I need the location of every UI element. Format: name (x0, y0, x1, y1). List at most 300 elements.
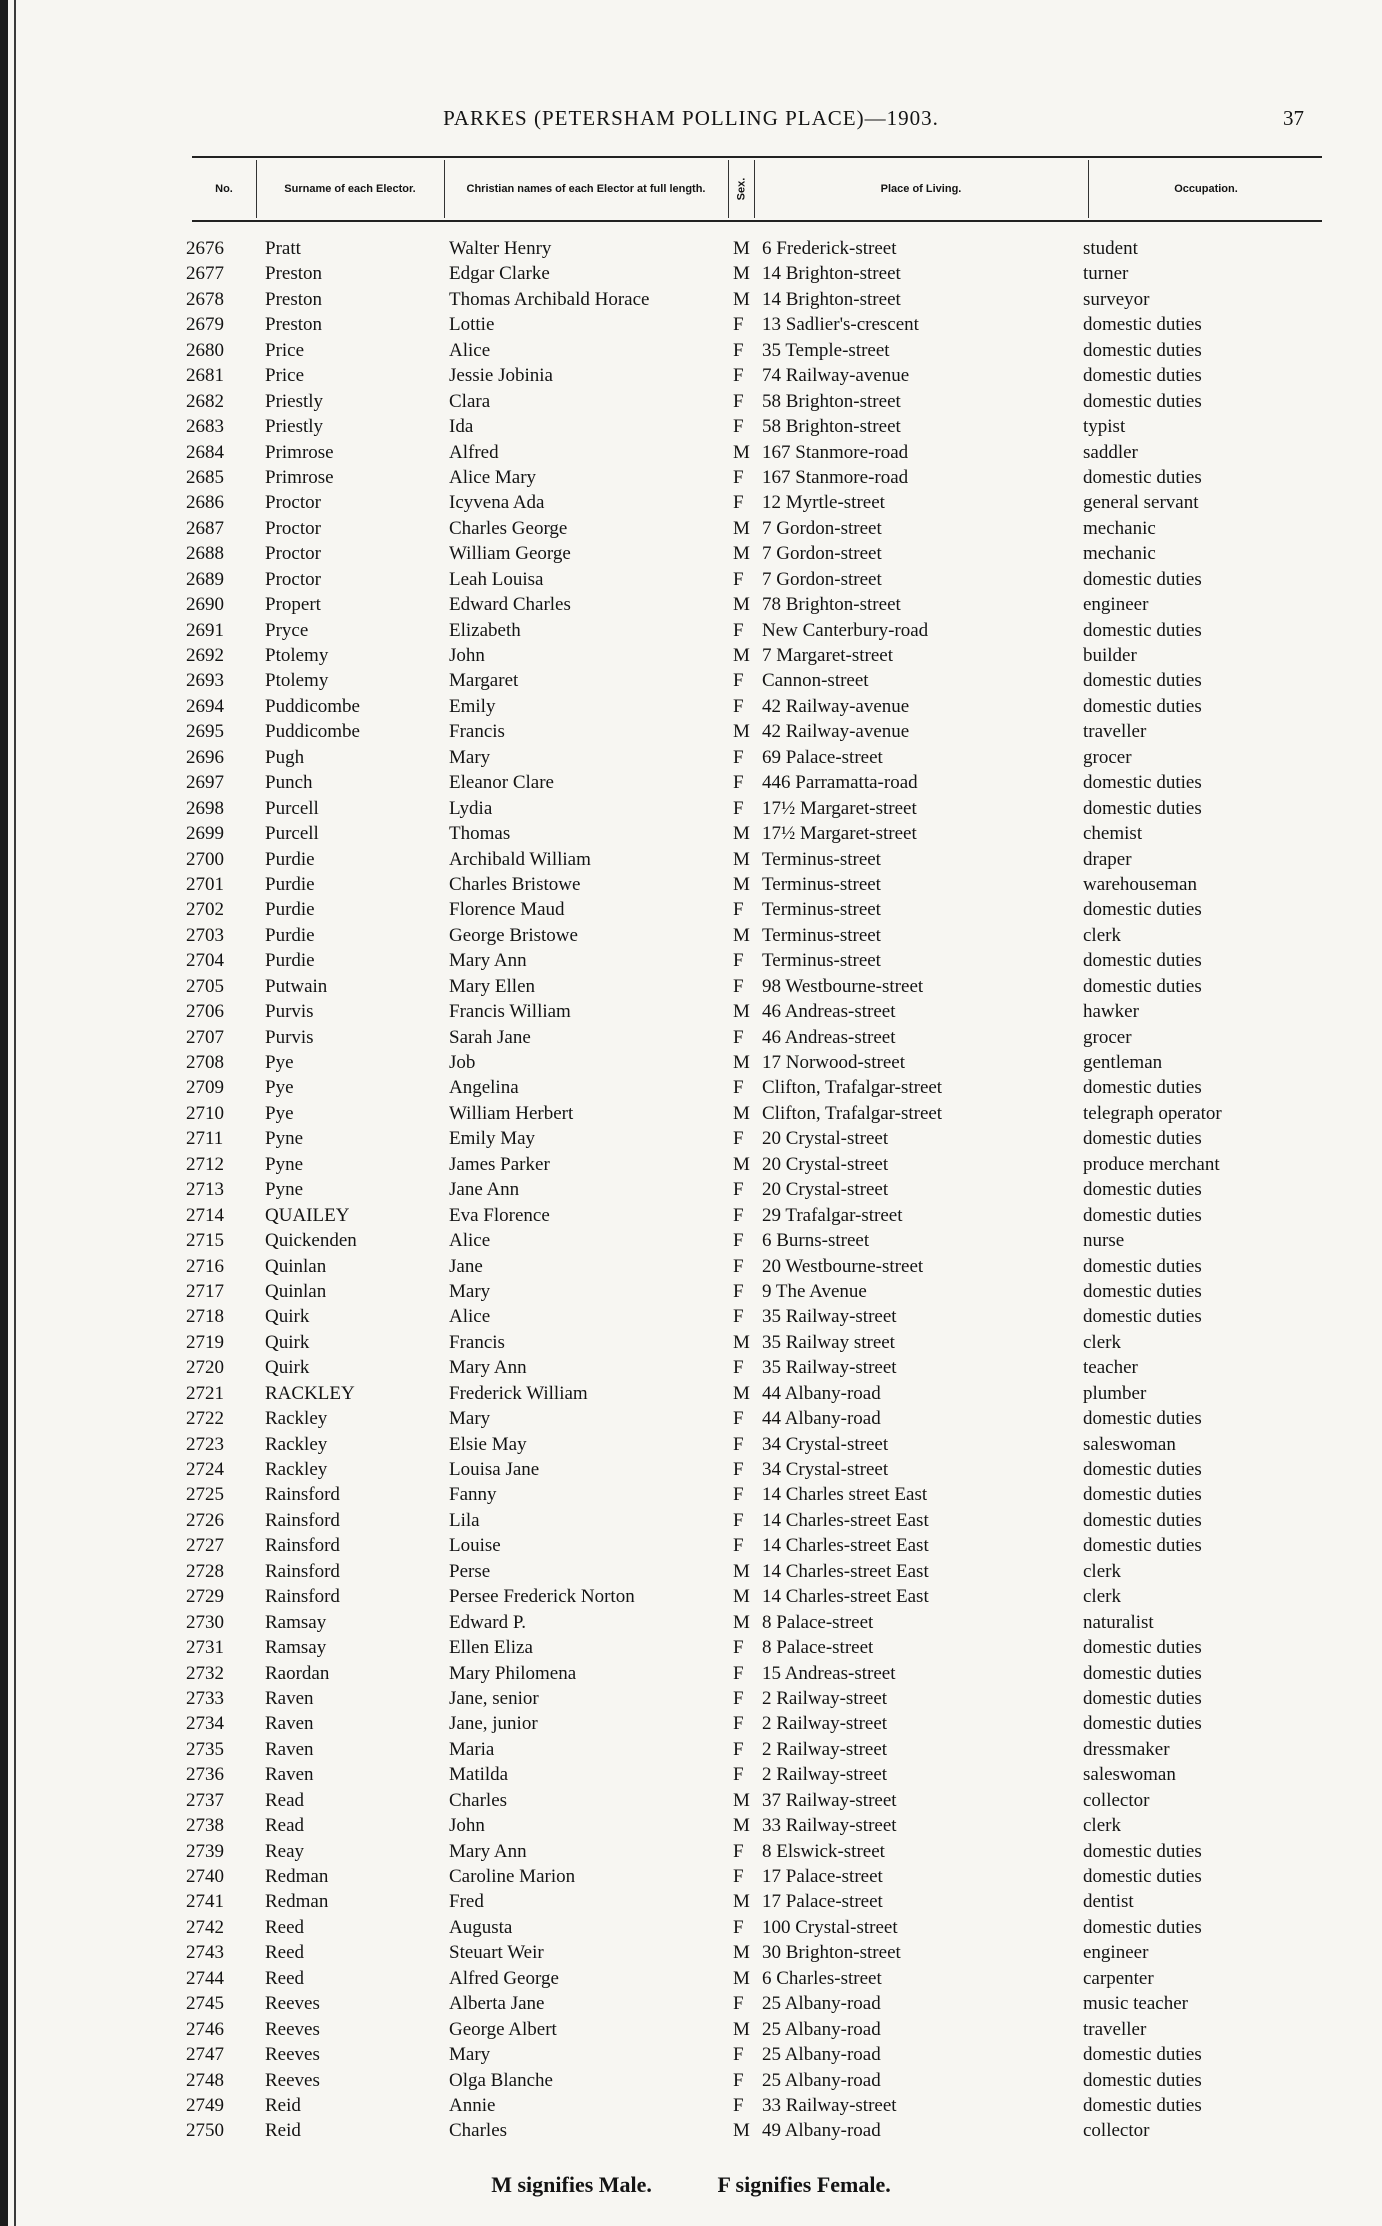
sex: F (733, 466, 744, 488)
christian-names: Sarah Jane (449, 1026, 531, 1048)
table-row (0, 1940, 1382, 1965)
occupation: domestic duties (1083, 2044, 1202, 2066)
sex: M (733, 1815, 750, 1837)
christian-names: Charles (449, 1789, 508, 1811)
place-of-living: 167 Stanmore-road (762, 441, 909, 463)
table-row (0, 1864, 1382, 1889)
elector-number: 2710 (186, 1102, 224, 1124)
elector-number: 2731 (186, 1637, 224, 1659)
sex: M (733, 1153, 750, 1175)
sex: M (733, 238, 750, 259)
table-row (0, 668, 1382, 693)
occupation: engineer (1083, 1942, 1149, 1964)
elector-number: 2681 (186, 365, 224, 387)
elector-number: 2716 (186, 1255, 224, 1277)
table-row (0, 414, 1382, 439)
elector-number: 2692 (186, 645, 224, 666)
christian-names: Mary (449, 1408, 491, 1430)
christian-names: Thomas (449, 823, 511, 845)
elector-number: 2742 (186, 1916, 224, 1938)
christian-names: Mary (449, 1280, 491, 1302)
sex: F (733, 1916, 744, 1938)
occupation: nurse (1083, 1230, 1125, 1252)
occupation: domestic duties (1083, 1408, 1202, 1430)
surname: Preston (265, 314, 322, 336)
sex: F (733, 1230, 744, 1252)
christian-names: Francis (449, 1331, 505, 1353)
place-of-living: 14 Charles-street East (762, 1509, 929, 1531)
place-of-living: 17 Norwood-street (762, 1052, 905, 1073)
table-row (0, 897, 1382, 922)
sex: M (733, 1560, 750, 1582)
occupation: domestic duties (1083, 1255, 1202, 1277)
surname: Quinlan (265, 1280, 327, 1302)
occupation: music teacher (1083, 1993, 1188, 2015)
occupation: collector (1083, 2120, 1150, 2142)
surname: Reid (265, 2120, 301, 2142)
christian-names: Steuart Weir (449, 1942, 544, 1964)
surname: Reeves (265, 2069, 320, 2091)
christian-names: Caroline Marion (449, 1866, 576, 1887)
table-row (0, 948, 1382, 973)
place-of-living: 14 Charles-street East (762, 1586, 929, 1608)
sex: F (733, 1026, 744, 1048)
place-of-living: 2 Railway-street (762, 1738, 888, 1760)
christian-names: Charles (449, 2120, 508, 2142)
place-of-living: 58 Brighton-street (762, 416, 901, 438)
place-of-living: 14 Charles-street East (762, 1535, 929, 1557)
surname: Rackley (265, 1408, 328, 1430)
christian-names: Ida (449, 416, 474, 438)
table-row (0, 1559, 1382, 1584)
surname: Quirk (265, 1306, 310, 1328)
elector-number: 2703 (186, 924, 224, 946)
elector-number: 2726 (186, 1509, 224, 1531)
sex: F (733, 1637, 744, 1659)
surname: Quirk (265, 1331, 310, 1353)
occupation: mechanic (1083, 517, 1156, 539)
place-of-living: 25 Albany-road (762, 2069, 881, 2091)
surname: Raven (265, 1738, 314, 1760)
header-bottom-rule (192, 220, 1322, 222)
column-divider (754, 160, 755, 218)
christian-names: John (449, 1815, 485, 1837)
elector-number: 2728 (186, 1560, 224, 1582)
place-of-living: 34 Crystal-street (762, 1459, 889, 1480)
surname: Quickenden (265, 1230, 357, 1252)
surname: Putwain (265, 975, 328, 997)
sex: M (733, 1331, 750, 1353)
christian-names: Persee Frederick Norton (449, 1586, 635, 1608)
column-divider (1088, 160, 1089, 218)
table-row (0, 1203, 1382, 1228)
surname: Purdie (265, 924, 315, 946)
occupation: domestic duties (1083, 1204, 1202, 1226)
place-of-living: Terminus-street (762, 924, 881, 946)
occupation: surveyor (1083, 288, 1150, 310)
sex: F (733, 1408, 744, 1430)
christian-names: Jane Ann (449, 1179, 520, 1201)
header-top-rule (192, 156, 1322, 158)
christian-names: William George (449, 543, 571, 565)
elector-number: 2696 (186, 746, 224, 768)
occupation: domestic duties (1083, 975, 1202, 997)
table-row (0, 1075, 1382, 1100)
table-row (0, 1584, 1382, 1609)
occupation: domestic duties (1083, 1179, 1202, 1201)
column-header-surname: Surname of each Elector. (284, 183, 416, 195)
place-of-living: 2 Railway-street (762, 1764, 888, 1786)
elector-number: 2699 (186, 823, 224, 845)
surname: Redman (265, 1866, 329, 1887)
sex: F (733, 1840, 744, 1862)
page-number: 37 (1283, 106, 1304, 130)
christian-names: Edward P. (449, 1611, 527, 1633)
sex: M (733, 517, 750, 539)
christian-names: Louise (449, 1535, 501, 1557)
place-of-living: 14 Charles street East (762, 1484, 928, 1506)
table-row (0, 1126, 1382, 1151)
column-header-sex-label: Sex. (734, 177, 747, 201)
elector-number: 2741 (186, 1891, 224, 1913)
elector-number: 2690 (186, 594, 224, 616)
place-of-living: 25 Albany-road (762, 2018, 881, 2040)
christian-names: Alice (449, 1306, 491, 1328)
occupation: clerk (1083, 924, 1121, 946)
surname: Pugh (265, 746, 305, 768)
elector-number: 2744 (186, 1967, 224, 1989)
christian-names: Jane (449, 1255, 483, 1277)
table-row (0, 1762, 1382, 1787)
elector-number: 2698 (186, 797, 224, 819)
elector-number: 2713 (186, 1179, 224, 1201)
table-row (0, 1177, 1382, 1202)
elector-number: 2736 (186, 1764, 224, 1786)
occupation: produce merchant (1083, 1153, 1220, 1175)
occupation: domestic duties (1083, 695, 1202, 717)
christian-names: Jane, senior (449, 1687, 539, 1709)
occupation: traveller (1083, 2018, 1147, 2040)
table-row (0, 1152, 1382, 1177)
elector-number: 2727 (186, 1535, 224, 1557)
table-row (0, 338, 1382, 363)
place-of-living: 49 Albany-road (762, 2120, 881, 2142)
surname: Rainsford (265, 1560, 340, 1582)
elector-number: 2683 (186, 416, 224, 438)
christian-names: Matilda (449, 1764, 509, 1786)
christian-names: Jessie Jobinia (449, 365, 553, 387)
surname: Raven (265, 1687, 314, 1709)
occupation: dentist (1083, 1891, 1134, 1913)
elector-number: 2688 (186, 543, 224, 565)
table-row (0, 1457, 1382, 1482)
christian-names: Charles Bristowe (449, 873, 581, 895)
surname: Rainsford (265, 1586, 340, 1608)
page-title: PARKES (PETERSHAM POLLING PLACE)—1903. (443, 106, 939, 130)
place-of-living: 78 Brighton-street (762, 594, 901, 616)
sex: M (733, 441, 750, 463)
sex: F (733, 772, 744, 794)
surname: Pryce (265, 619, 309, 641)
surname: Raordan (265, 1662, 330, 1684)
sex: F (733, 2044, 744, 2066)
place-of-living: 167 Stanmore-road (762, 466, 909, 488)
christian-names: Francis William (449, 1001, 571, 1023)
occupation: domestic duties (1083, 1535, 1202, 1557)
sex: F (733, 619, 744, 641)
surname: Proctor (265, 568, 321, 590)
place-of-living: 25 Albany-road (762, 1993, 881, 2015)
table-row (0, 1686, 1382, 1711)
table-row (0, 1839, 1382, 1864)
christian-names: Eleanor Clare (449, 772, 554, 794)
sex: F (733, 2094, 744, 2116)
christian-names: Mary (449, 2044, 491, 2066)
elector-number: 2714 (186, 1204, 224, 1226)
sex: M (733, 2018, 750, 2040)
elector-number: 2748 (186, 2069, 224, 2091)
elector-number: 2746 (186, 2018, 224, 2040)
elector-number: 2721 (186, 1382, 224, 1404)
occupation: teacher (1083, 1357, 1138, 1379)
place-of-living: 6 Charles-street (762, 1967, 882, 1989)
occupation: domestic duties (1083, 619, 1202, 641)
elector-number: 2705 (186, 975, 224, 997)
elector-number: 2737 (186, 1789, 224, 1811)
column-header-place: Place of Living. (880, 183, 962, 195)
sex: M (733, 1789, 750, 1811)
occupation: domestic duties (1083, 1713, 1202, 1735)
place-of-living: Terminus-street (762, 950, 881, 972)
place-of-living: 42 Railway-avenue (762, 721, 910, 743)
elector-number: 2695 (186, 721, 224, 743)
column-divider (444, 160, 445, 218)
christian-names: Clara (449, 390, 491, 412)
christian-names: William Herbert (449, 1102, 574, 1124)
place-of-living: 14 Brighton-street (762, 263, 901, 285)
christian-names: Eva Florence (449, 1204, 550, 1226)
place-of-living: Clifton, Trafalgar-street (762, 1102, 943, 1124)
christian-names: Alfred (449, 441, 499, 463)
surname: Read (265, 1815, 305, 1837)
christian-names: Icyvena Ada (449, 492, 545, 514)
sex: F (733, 339, 744, 361)
elector-number: 2738 (186, 1815, 224, 1837)
occupation: warehouseman (1083, 873, 1197, 895)
occupation: carpenter (1083, 1967, 1154, 1989)
occupation: saddler (1083, 441, 1138, 463)
elector-number: 2750 (186, 2120, 224, 2142)
place-of-living: 8 Palace-street (762, 1637, 874, 1659)
place-of-living: 446 Parramatta-road (762, 772, 918, 794)
table-row (0, 999, 1382, 1024)
place-of-living: 29 Trafalgar-street (762, 1204, 903, 1226)
elector-number: 2740 (186, 1866, 224, 1887)
place-of-living: 69 Palace-street (762, 746, 883, 768)
elector-number: 2747 (186, 2044, 224, 2066)
surname: Reeves (265, 1993, 320, 2015)
elector-number: 2720 (186, 1357, 224, 1379)
sex: F (733, 1255, 744, 1277)
table-row (0, 567, 1382, 592)
sex: M (733, 2120, 750, 2142)
sex: M (733, 288, 750, 310)
sex: F (733, 2069, 744, 2091)
surname: Reed (265, 1942, 305, 1964)
occupation: clerk (1083, 1560, 1121, 1582)
place-of-living: Cannon-street (762, 670, 869, 692)
sex: M (733, 594, 750, 616)
table-row (0, 1406, 1382, 1431)
sex: M (733, 1001, 750, 1023)
table-row (0, 1355, 1382, 1380)
elector-number: 2725 (186, 1484, 224, 1506)
christian-names: Charles George (449, 517, 568, 539)
place-of-living: 6 Burns-street (762, 1230, 870, 1252)
place-of-living: 17½ Margaret-street (762, 823, 917, 845)
christian-names: Maria (449, 1738, 495, 1760)
occupation: domestic duties (1083, 390, 1202, 412)
occupation: domestic duties (1083, 1484, 1202, 1506)
christian-names: Edward Charles (449, 594, 571, 616)
surname: Pratt (265, 238, 301, 259)
occupation: domestic duties (1083, 1509, 1202, 1531)
christian-names: Fred (449, 1891, 484, 1913)
christian-names: Florence Maud (449, 899, 565, 921)
sex: F (733, 746, 744, 768)
occupation: chemist (1083, 823, 1143, 845)
sex: F (733, 1280, 744, 1302)
sex: F (733, 416, 744, 438)
place-of-living: New Canterbury-road (762, 619, 929, 641)
elector-number: 2704 (186, 950, 224, 972)
occupation: domestic duties (1083, 1637, 1202, 1659)
place-of-living: 14 Charles-street East (762, 1560, 929, 1582)
elector-number: 2709 (186, 1077, 224, 1099)
occupation: mechanic (1083, 543, 1156, 565)
surname: Pye (265, 1052, 294, 1073)
sex: M (733, 1052, 750, 1073)
table-row (0, 1635, 1382, 1660)
elector-number: 2676 (186, 238, 224, 259)
christian-names: Augusta (449, 1916, 513, 1938)
elector-list (0, 236, 1382, 2144)
table-row (0, 389, 1382, 414)
table-row (0, 1966, 1382, 1991)
place-of-living: 9 The Avenue (762, 1280, 867, 1302)
table-row (0, 490, 1382, 515)
place-of-living: 100 Crystal-street (762, 1916, 898, 1938)
christian-names: Leah Louisa (449, 568, 544, 590)
occupation: dressmaker (1083, 1738, 1170, 1760)
elector-number: 2711 (186, 1128, 224, 1150)
christian-names: Job (449, 1052, 476, 1073)
place-of-living: 12 Myrtle-street (762, 492, 885, 514)
place-of-living: 7 Gordon-street (762, 543, 882, 565)
table-row (0, 694, 1382, 719)
place-of-living: 35 Railway-street (762, 1357, 897, 1379)
table-row (0, 312, 1382, 337)
occupation: domestic duties (1083, 797, 1202, 819)
table-row (0, 1661, 1382, 1686)
sex: F (733, 797, 744, 819)
sex: M (733, 1967, 750, 1989)
occupation: clerk (1083, 1331, 1121, 1353)
sex: M (733, 1382, 750, 1404)
column-header-no: No. (215, 183, 233, 195)
elector-number: 2684 (186, 441, 224, 463)
occupation: domestic duties (1083, 1128, 1202, 1150)
sex: F (733, 1433, 744, 1455)
occupation: general servant (1083, 492, 1199, 514)
occupation: plumber (1083, 1382, 1147, 1404)
table-row (0, 1889, 1382, 1914)
sex: F (733, 1077, 744, 1099)
surname: Purdie (265, 873, 315, 895)
sex: F (733, 1306, 744, 1328)
column-header-sex (729, 160, 753, 218)
table-row (0, 2042, 1382, 2067)
occupation: naturalist (1083, 1611, 1154, 1633)
table-row (0, 618, 1382, 643)
occupation: domestic duties (1083, 1280, 1202, 1302)
surname: Primrose (265, 441, 334, 463)
sex: F (733, 1459, 744, 1480)
sex: F (733, 950, 744, 972)
sex: M (733, 1586, 750, 1608)
occupation: grocer (1083, 746, 1132, 768)
surname: Ramsay (265, 1611, 327, 1633)
surname: Proctor (265, 543, 321, 565)
table-row (0, 236, 1382, 261)
table-row (0, 770, 1382, 795)
occupation: domestic duties (1083, 1662, 1202, 1684)
surname: Proctor (265, 517, 321, 539)
christian-names: Lottie (449, 314, 495, 336)
surname: Reid (265, 2094, 301, 2116)
elector-number: 2702 (186, 899, 224, 921)
place-of-living: 44 Albany-road (762, 1382, 881, 1404)
table-row (0, 2068, 1382, 2093)
table-row (0, 1813, 1382, 1838)
place-of-living: 25 Albany-road (762, 2044, 881, 2066)
sex: M (733, 263, 750, 285)
occupation: domestic duties (1083, 339, 1202, 361)
sex: F (733, 1128, 744, 1150)
table-row (0, 1991, 1382, 2016)
table-row (0, 1432, 1382, 1457)
legend-footer (0, 2172, 1382, 2198)
surname: Purdie (265, 950, 315, 972)
sex: M (733, 543, 750, 565)
place-of-living: 6 Frederick-street (762, 238, 897, 259)
elector-number: 2691 (186, 619, 224, 641)
place-of-living: 7 Margaret-street (762, 645, 894, 666)
occupation: domestic duties (1083, 2094, 1202, 2116)
sex: F (733, 314, 744, 336)
surname: Read (265, 1789, 305, 1811)
occupation: saleswoman (1083, 1764, 1176, 1786)
sex: M (733, 848, 750, 870)
surname: Preston (265, 263, 322, 285)
sex: F (733, 670, 744, 692)
table-row (0, 745, 1382, 770)
occupation: domestic duties (1083, 1077, 1202, 1099)
sex: F (733, 975, 744, 997)
surname: Priestly (265, 390, 324, 412)
surname: Punch (265, 772, 313, 794)
occupation: domestic duties (1083, 2069, 1202, 2091)
